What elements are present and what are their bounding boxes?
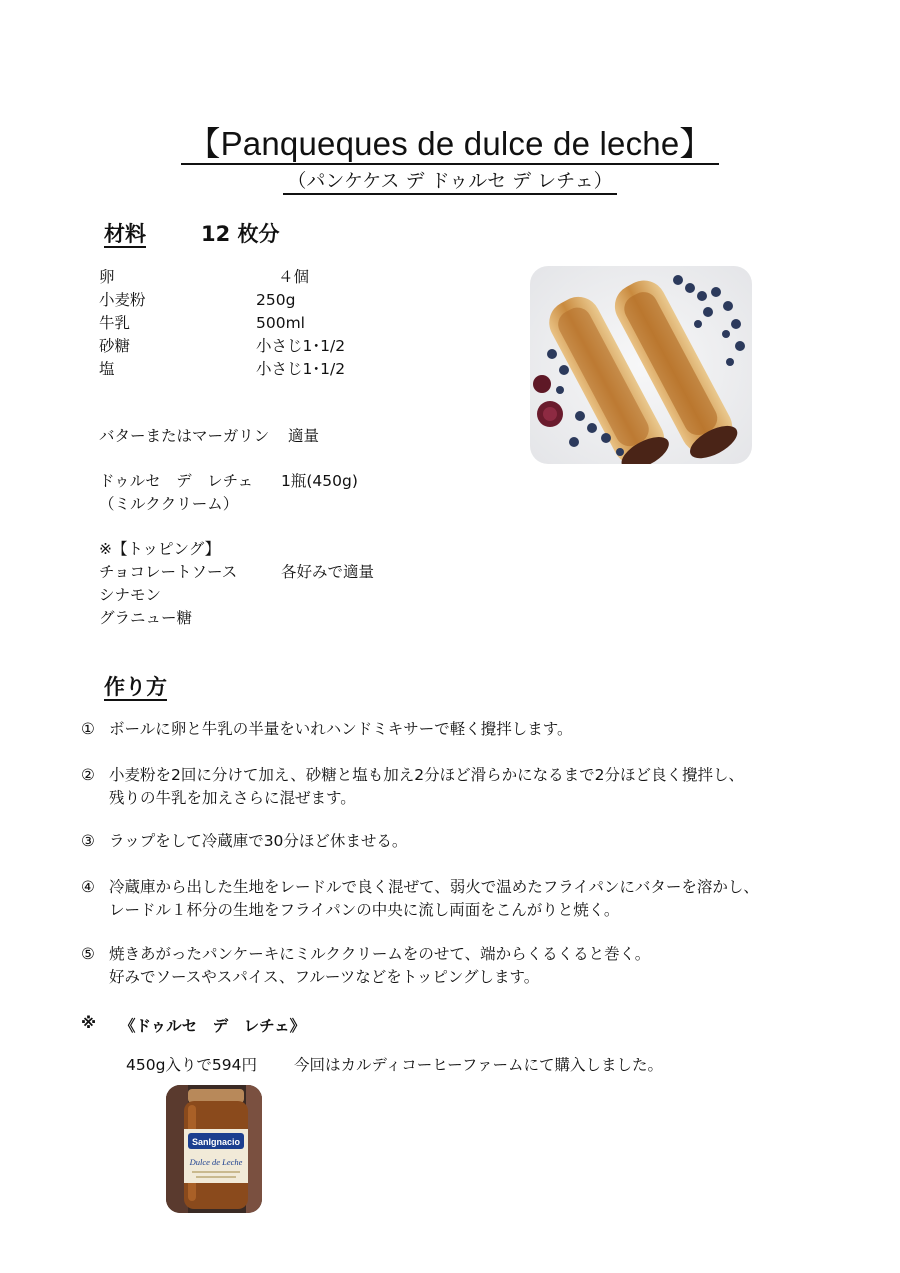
step-text: 冷蔵庫から出した生地をレードルで良く混ぜて、弱火で温めたフライパンにバターを溶かし、: [109, 878, 759, 896]
ingredient-amount: 適量: [288, 427, 320, 445]
toppings-list: [99, 538, 429, 634]
step-number: ③: [81, 832, 95, 850]
jar-photo: [166, 1085, 262, 1213]
step-2: [81, 763, 841, 813]
ingredient-amount: 1瓶(450g): [281, 472, 358, 490]
jar-product-text: Dulce de Leche: [189, 1157, 243, 1167]
step-text: レードル１杯分の生地をフライパンの中央に流し両面をこんがりと焼く。: [109, 901, 620, 919]
toppings-heading: ※【トッピング】: [99, 540, 221, 558]
ingredient-amount: 小さじ1･1/2: [256, 337, 346, 355]
note-purchase: 今回はカルディコーヒーファームにて購入しました。: [294, 1056, 664, 1074]
ingredient-name: 塩: [99, 360, 115, 378]
ingredient-note: （ミルククリーム）: [99, 495, 239, 513]
step-number: ②: [81, 766, 95, 784]
recipe-title: 【Panqueques de dulce de leche】: [0, 118, 900, 165]
step-text: ラップをして冷蔵庫で30分ほど休ませる。: [109, 832, 408, 850]
step-5: [81, 942, 841, 992]
step-number: ①: [81, 720, 95, 738]
dulce-jar-image: [166, 1085, 262, 1213]
step-text: 残りの牛乳を加えさらに混ぜます。: [109, 789, 356, 807]
step-text: 小麦粉を2回に分けて加え、砂糖と塩も加え2分ほど滑らかになるまで2分ほど良く攪拌し、: [109, 766, 745, 784]
ingredient-name: 砂糖: [99, 337, 131, 355]
ingredient-amount: ４個: [278, 268, 310, 286]
step-number: ⑤: [81, 945, 95, 963]
step-3: [81, 829, 841, 855]
topping-name: シナモン: [99, 586, 162, 604]
ingredient-amount: 500ml: [256, 314, 305, 332]
ingredient-name: バターまたはマーガリン: [99, 427, 270, 445]
method-heading: 作り方: [104, 675, 167, 699]
step-text: 焼きあがったパンケーキにミルククリームをのせて、端からくるくると巻く。: [109, 945, 651, 963]
butter-row: [99, 425, 429, 449]
note-mark: ※: [81, 1014, 97, 1032]
jar-brand-text: SanIgnacio: [191, 1137, 241, 1147]
ingredient-name: 牛乳: [99, 314, 131, 332]
pancake-rolls-image: [530, 266, 752, 464]
step-text: 好みでソースやスパイス、フルーツなどをトッピングします。: [109, 968, 540, 986]
topping-name: チョコレートソース: [99, 563, 238, 581]
serving-size: 12 枚分: [201, 222, 280, 246]
ingredient-name: ドゥルセ デ レチェ: [99, 472, 254, 490]
step-number: ④: [81, 878, 95, 896]
topping-amount: 各好みで適量: [281, 563, 375, 581]
ingredients-list: [99, 266, 429, 386]
note-price: 450g入りで594円: [126, 1056, 258, 1074]
pancake-photo: [530, 266, 752, 464]
step-text: ボールに卵と牛乳の半量をいれハンドミキサーで軽く攪拌します。: [109, 720, 573, 738]
ingredient-amount: 小さじ1･1/2: [256, 360, 346, 378]
dulce-row: [99, 470, 429, 518]
ingredients-heading: 材料: [104, 222, 146, 246]
note-heading: 《ドゥルセ デ レチェ》: [120, 1017, 306, 1035]
step-1: [81, 717, 841, 743]
recipe-subtitle: （パンケケス デ ドゥルセ デ レチェ）: [0, 166, 900, 193]
ingredient-amount: 250g: [256, 291, 296, 309]
step-4: [81, 875, 841, 925]
ingredient-name: 卵: [99, 268, 115, 286]
ingredient-name: 小麦粉: [99, 291, 146, 309]
topping-name: グラニュー糖: [99, 609, 193, 627]
